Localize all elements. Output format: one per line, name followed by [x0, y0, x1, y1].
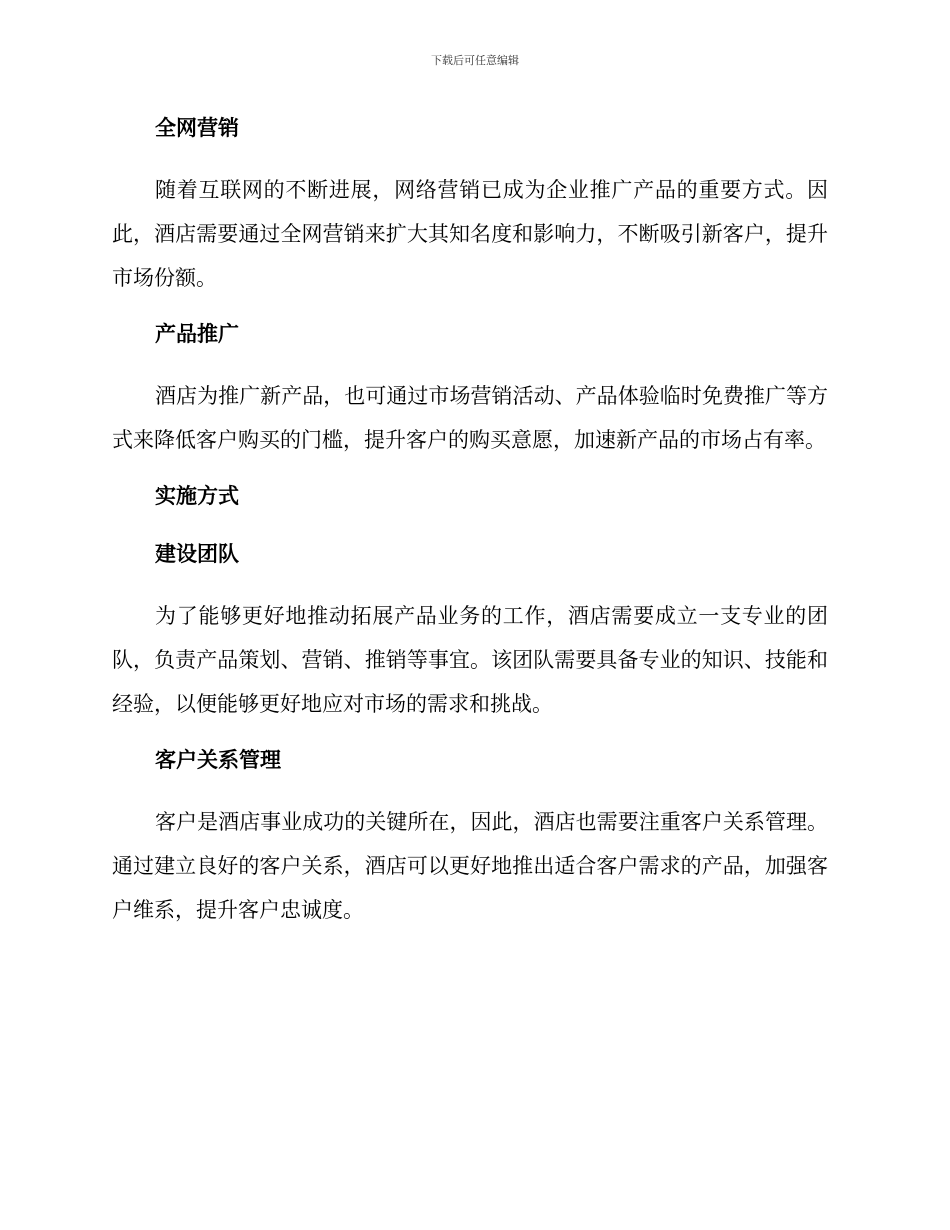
document-content: [112, 110, 828, 948]
page-header-note: 下载后可任意编辑: [431, 54, 519, 67]
section-paragraph-product-promotion: 酒店为推广新产品，也可通过市场营销活动、产品体验临时免费推广等方式来降低客户购买的门槛，提升客户的购买意愿，加速新产品的市场占有率。: [112, 384, 828, 452]
section-paragraph-crm: 客户是酒店事业成功的关键所在，因此，酒店也需要注重客户关系管理。通过建立良好的客户关系，酒店可以更好地推出适合客户需求的产品，加强客户维系，提升客户忠诚度。: [112, 810, 828, 922]
section-paragraph-online-marketing: 随着互联网的不断进展，网络营销已成为企业推广产品的重要方式。因此，酒店需要通过全网营销来扩大其知名度和影响力，不断吸引新客户，提升市场份额。: [112, 178, 828, 290]
section-heading-implementation: 实施方式: [155, 484, 239, 508]
section-paragraph-team-building: 为了能够更好地推动拓展产品业务的工作，酒店需要成立一支专业的团队，负责产品策划、营销、推销等事宜。该团队需要具备专业的知识、技能和经验，以便能够更好地应对市场的需求和挑战。: [112, 604, 828, 716]
section-heading-crm: 客户关系管理: [155, 748, 281, 772]
section-heading-online-marketing: 全网营销: [155, 116, 239, 140]
section-heading-team-building: 建设团队: [155, 542, 239, 566]
section-heading-product-promotion: 产品推广: [155, 322, 239, 346]
